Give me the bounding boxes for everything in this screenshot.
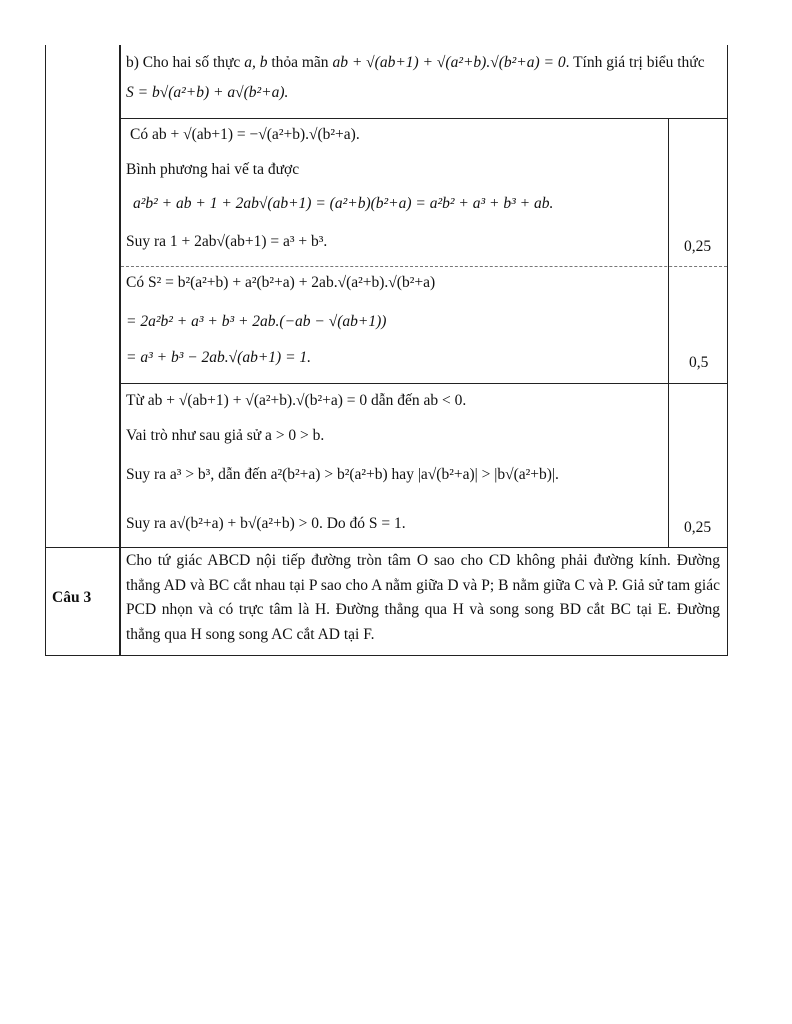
step3-line1: Từ ab + √(ab+1) + √(a²+b).√(b²+a) = 0 dẫn đến ab < 0. [126,392,467,409]
row-divider [121,383,727,384]
score-column-divider [668,118,669,547]
step2-score: 0,5 [689,354,709,371]
table-border-bottom [45,655,728,656]
table-border-right [727,45,728,656]
column-divider [119,45,121,656]
row-divider [121,118,727,119]
step3-line3: Suy ra a³ > b³, dẫn đến a²(b²+a) > b²(a²+b) hay |a√(b²+a)| > |b√(a²+b)|. [126,466,559,483]
step1-score: 0,25 [684,238,712,255]
row-divider [121,266,727,267]
step3-line2: Vai trò như sau giả sử a > 0 > b. [126,427,325,444]
table-border-left [45,45,46,656]
row-divider [45,547,728,548]
question-label: Câu 3 [52,589,92,606]
step2-line2: = 2a²b² + a³ + b³ + 2ab.(−ab − √(ab+1)) [126,313,387,330]
step1-line2: Bình phương hai vế ta được [126,161,300,178]
step1-line1: Có ab + √(ab+1) = −√(a²+b).√(b²+a). [130,126,360,143]
problem-b-line1: b) Cho hai số thực a, b thỏa mãn ab + √(ab+1) + √(a²+b).√(b²+a) = 0. Tính giá trị biểu thức [126,54,705,71]
step1-line4: Suy ra 1 + 2ab√(ab+1) = a³ + b³. [126,233,328,250]
step2-line3: = a³ + b³ − 2ab.√(ab+1) = 1. [126,349,312,366]
problem-b-line2: S = b√(a²+b) + a√(b²+a). [126,84,289,101]
step3-line4: Suy ra a√(b²+a) + b√(a²+b) > 0. Do đó S = 1. [126,515,406,532]
step2-line1: Có S² = b²(a²+b) + a²(b²+a) + 2ab.√(a²+b).√(b²+a) [126,274,436,291]
question-3-text: Cho tứ giác ABCD nội tiếp đường tròn tâm O sao cho CD không phải đường kính. Đường thẳng AD và BC cắt nhau tại P sao cho A nằm giữa D và P; B nằm giữa C và P. Giả sử tam giác PCD nhọn và có trực tâm là H. Đường thẳng qua H và song song BD cắt BC tại E. Đường thẳng qua H song song AC cắt AD tại F. [126,552,720,643]
step1-line3: a²b² + ab + 1 + 2ab√(ab+1) = (a²+b)(b²+a) = a²b² + a³ + b³ + ab. [133,195,554,212]
step3-score: 0,25 [684,519,712,536]
